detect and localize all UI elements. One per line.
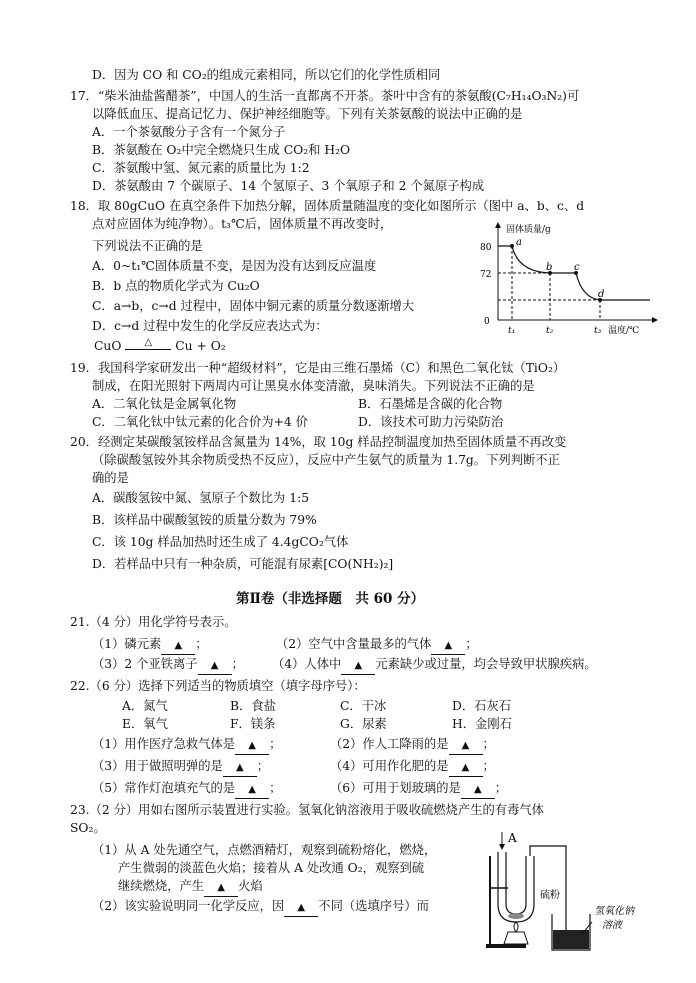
q22-blank-2[interactable]	[449, 736, 483, 755]
label-solution-1: 氢氧化钠	[594, 906, 634, 917]
label-c: c	[574, 262, 580, 273]
eq-arrow	[125, 333, 171, 350]
q21-p2-text: （2）空气中含量最多的气体	[276, 637, 432, 651]
q18-option-d: D．c→d 过程中发生的化学反应表达式为：	[92, 319, 328, 333]
chart-origin: 0	[484, 317, 490, 327]
blank-triangle: ▲	[461, 740, 470, 751]
q23-blank-2[interactable]	[284, 898, 318, 917]
blank-triangle: ▲	[297, 902, 306, 913]
q19-option-b: B．石墨烯是含碳的化合物	[358, 397, 503, 411]
apparatus-figure	[478, 826, 678, 956]
q23-blank-1[interactable]	[204, 878, 238, 897]
blank-triangle: ▲	[174, 640, 183, 651]
q22-opt-c: C．干冰	[340, 699, 387, 713]
q23-p1-text: 继续燃烧，产生	[118, 879, 205, 893]
q22-p5-text: （5）常作灯泡填充气的是	[92, 781, 236, 795]
q17-option-c: C．茶氨酸中氢、氮元素的质量比为 1:2	[92, 161, 310, 175]
xtick-t3: t₃	[594, 326, 602, 336]
inlet-arrow-head	[499, 844, 505, 850]
chart-xlabel: 温度/℃	[608, 326, 640, 336]
q22-blank-4[interactable]	[449, 758, 483, 777]
blank-triangle: ▲	[248, 740, 256, 751]
q17-option-d: D．茶氨酸由 7 个碳原子、14 个氢原子、3 个氧原子和 2 个氮原子构成	[92, 179, 485, 193]
q18-equation	[94, 338, 226, 355]
q17-option-b: B．茶氨酸在 O₂中完全燃烧只生成 CO₂和 H₂O	[92, 143, 351, 157]
point-a	[510, 244, 514, 248]
label-sulfur: 硫粉	[540, 890, 560, 901]
eq-left: CuO	[94, 339, 122, 353]
q22-p3: （3）用于做照明弹的是 ▲ ；	[92, 758, 269, 777]
q22-p4-text: （4）可用作化肥的是	[330, 759, 449, 773]
q23-p2-text-b: 不同（选填序号）而	[318, 899, 429, 913]
label-b: b	[546, 262, 553, 273]
q17-option-a: A．一个茶氨酸分子含有一个氮分子	[92, 125, 286, 139]
q20-stem-line2: （除碳酸氢铵外其余物质受热不反应），反应中产生氨气的质量为 1.7g。下列判断不正	[92, 453, 560, 467]
q22-opt-a: A．氮气	[122, 699, 168, 713]
q23-p2	[92, 898, 429, 917]
q23-p1-line1: （1）从 A 处先通空气，点燃酒精灯，观察到硫粉熔化，燃烧，	[92, 843, 437, 857]
q23-stem-line1: 23.（2 分）用如右图所示装置进行实验。氢氧化钠溶液用于吸收硫燃烧产生的有毒气体	[70, 803, 544, 817]
flame	[514, 922, 518, 932]
q22-p5: （5）常作灯泡填充气的是 ▲ ；	[92, 780, 281, 799]
ytick-72: 72	[480, 270, 492, 280]
q21-p1: （1）磷元素 ▲ ；	[92, 636, 208, 655]
q23-p2-text-a: （2）该实验说明同一化学反应，因	[92, 899, 285, 913]
q22-blank-3[interactable]	[223, 758, 257, 777]
xtick-t1: t₁	[508, 326, 516, 336]
q21-p1-text: （1）磷元素	[92, 637, 162, 651]
sulfur-powder	[508, 913, 524, 919]
q22-opt-e: E．氧气	[122, 717, 168, 731]
q22-p2: （2）作人工降雨的是 ▲ ；	[330, 736, 495, 755]
q18-stem-line2: 点对应固体为纯净物）。t₃℃后，固体质量不再改变时，	[92, 217, 393, 231]
q22-p1: （1）用作医疗急救气体是 ▲ ；	[92, 736, 281, 755]
q20-option-b: B．该样品中碳酸氢铵的质量分数为 79%	[92, 513, 317, 527]
q20-option-c: C．该 10g 样品加热时还生成了 4.4gCO₂气体	[92, 535, 349, 549]
xtick-t2: t₂	[546, 326, 554, 336]
q22-p2-text: （2）作人工降雨的是	[330, 737, 449, 751]
alcohol-lamp	[504, 932, 528, 944]
q22-opt-d: D．石灰石	[452, 699, 512, 713]
q23-p1-line3	[118, 878, 263, 897]
q19-option-c: C．二氧化钛中钛元素的化合价为+4 价	[92, 415, 308, 429]
q18-stem-line1: 18．取 80gCuO 在真空条件下加热分解，固体质量随温度的变化如图所示（图中 a、b、c、d	[70, 199, 585, 213]
ytick-80: 80	[480, 243, 492, 253]
q21-p2: （2）空气中含量最多的气体 ▲ ；	[276, 636, 478, 655]
q19-stem-line1: 19．我国科学家研发出一种“超级材料”，它是由三维石墨烯（C）和黑色二氧化钛（TiO₂）	[70, 361, 566, 375]
blank-triangle: ▲	[235, 762, 244, 773]
q19-option-a: A．二氧化钛是金属氧化物	[92, 397, 237, 411]
q18-option-a: A．0~t₁℃固体质量不变，是因为没有达到反应温度	[92, 259, 377, 273]
q21-p3-text: （3）2 个亚铁离子	[92, 657, 198, 671]
blank-triangle: ▲	[473, 784, 482, 795]
q19-stem-line2: 制成，在阳光照射下两周内可让黑臭水体变清澈，臭味消失。下列说法不正确的是	[92, 379, 535, 393]
q22-blank-5[interactable]	[235, 780, 269, 799]
q21-blank-4[interactable]	[341, 656, 375, 675]
q22-p3-text: （3）用于做照明弹的是	[92, 759, 223, 773]
label-d: d	[598, 289, 605, 300]
u-tube-outer	[498, 852, 534, 922]
q22-p6-text: （6）可用于划玻璃的是	[330, 781, 461, 795]
q21-blank-3[interactable]	[198, 656, 232, 675]
q22-p6: （6）可用于划玻璃的是 ▲ ；	[330, 780, 507, 799]
blank-triangle: ▲	[210, 660, 219, 671]
q20-option-d: D．若样品中只有一种杂质，可能混有尿素[CO(NH₂)₂]	[92, 557, 394, 571]
blank-triangle: ▲	[461, 762, 470, 773]
label-A: A	[508, 831, 517, 845]
stand-base	[486, 944, 526, 948]
q17-stem-line2: 以降低血压、提高记忆力、保护神经细胞等。下列有关茶氨酸的说法中正确的是	[92, 107, 523, 121]
q21-blank-1[interactable]	[161, 636, 195, 655]
eq-condition: △	[144, 337, 153, 348]
section-title: 第Ⅱ卷（非选择题 共 60 分）	[236, 591, 425, 607]
q21-stem: 21.（4 分）用化学符号表示。	[70, 615, 237, 629]
y-axis-arrow	[495, 222, 501, 228]
label-a: a	[516, 237, 522, 248]
x-axis-arrow	[652, 317, 658, 323]
q20-stem-line3: 确的是	[92, 471, 129, 485]
q18-stem-line3: 下列说法不正确的是	[92, 239, 203, 253]
q22-opt-g: G．尿素	[340, 717, 387, 731]
q21-p3: （3）2 个亚铁离子 ▲ ；	[92, 656, 244, 675]
q19-option-d: D．该技术可助力污染防治	[358, 415, 504, 429]
q22-opt-h: H．金刚石	[452, 717, 512, 731]
blank-triangle: ▲	[354, 660, 363, 671]
label-solution-2: 溶液	[602, 920, 622, 931]
q16-option-d: D．因为 CO 和 CO₂的组成元素相同，所以它们的化学性质相同	[92, 68, 441, 82]
q17-stem-line1: 17．“柴米油盐酱醋茶”，中国人的生活一直都离不开茶。茶叶中含有的茶氨酸(C₇H₁₄O₃N₂)可	[70, 89, 580, 103]
q20-stem-line1: 20．经测定某碳酸氢铵样品含氮量为 14%，取 10g 样品控制温度加热至固体质量不再改变	[70, 435, 567, 449]
q18-chart	[470, 220, 660, 340]
blank-triangle: ▲	[248, 784, 256, 795]
q22-p4: （4）可用作化肥的是 ▲ ；	[330, 758, 495, 777]
q22-opt-f: F．镁条	[230, 717, 276, 731]
q23-p1-line2: 产生微弱的淡蓝色火焰；接着从 A 处改通 O₂，观察到硫	[118, 861, 425, 875]
q21-blank-2[interactable]	[431, 636, 465, 655]
q18-option-c: C．a→b，c→d 过程中，固体中铜元素的质量分数逐渐增大	[92, 299, 415, 313]
q23-stem-line2: SO₂。	[70, 821, 106, 835]
q21-p4-text-b: 元素缺少或过量，均会导致甲状腺疾病。	[375, 657, 597, 671]
q23-p1-text-end: 火焰	[238, 879, 263, 893]
u-tube-inner	[506, 852, 526, 914]
q22-stem: 22.（6 分）选择下列适当的物质填空（填字母序号）：	[70, 679, 366, 693]
q21-p4-text-a: （4）人体中	[272, 657, 342, 671]
chart-ylabel: 固体质量/g	[506, 225, 551, 235]
q22-p1-text: （1）用作医疗急救气体是	[92, 737, 236, 751]
blank-triangle: ▲	[444, 640, 453, 651]
q20-option-a: A．碳酸氢铵中氮、氢原子个数比为 1:5	[92, 491, 310, 505]
q22-blank-1[interactable]	[235, 736, 269, 755]
q22-blank-6[interactable]	[461, 780, 495, 799]
blank-triangle: ▲	[217, 882, 225, 893]
q22-opt-b: B．食盐	[230, 699, 276, 713]
q18-option-b: B．b 点的物质化学式为 Cu₂O	[92, 279, 260, 293]
q21-p4	[272, 656, 597, 675]
eq-right: Cu + O₂	[175, 339, 226, 353]
